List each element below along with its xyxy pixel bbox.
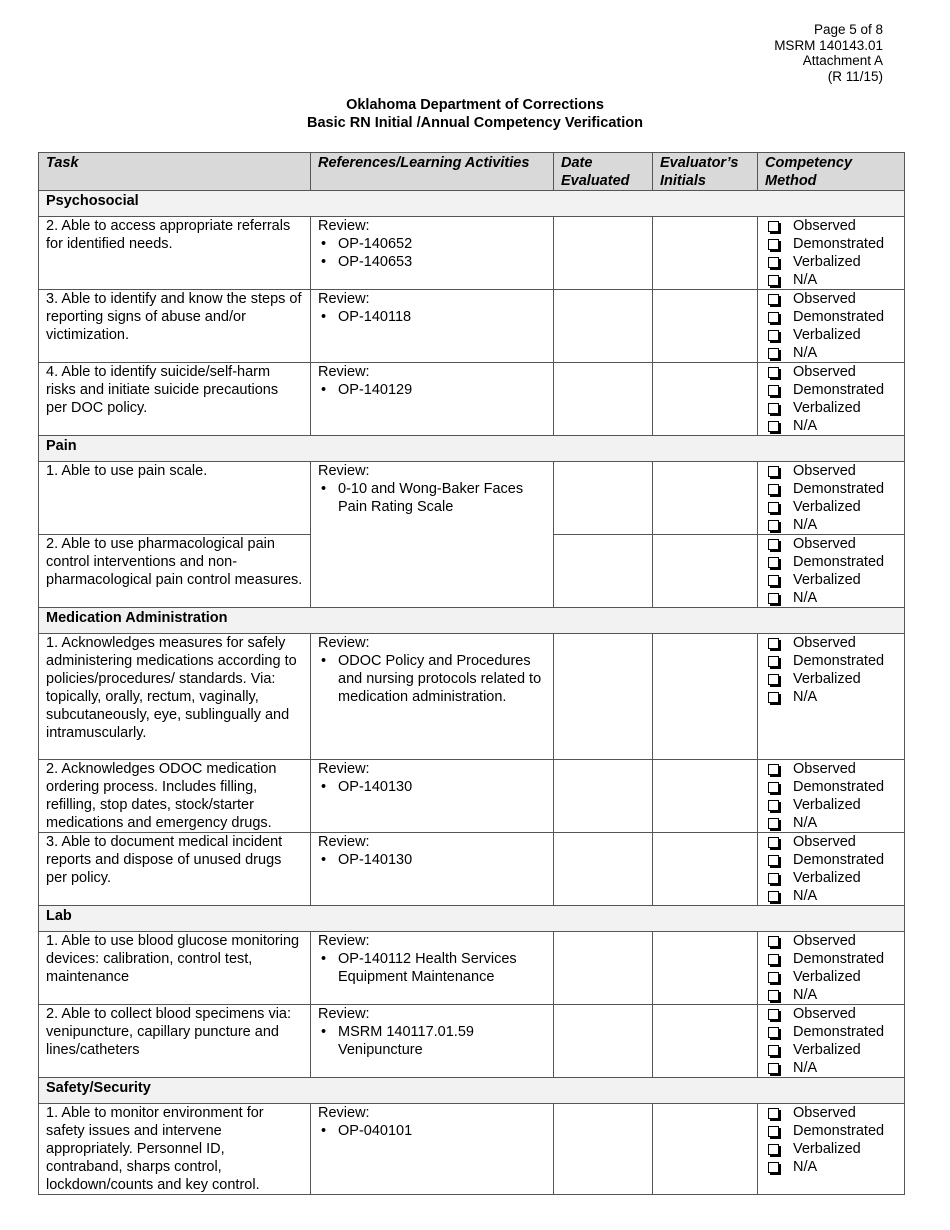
section-title: Lab [39, 906, 905, 932]
col-method [758, 153, 905, 191]
task-cell: 3. Able to identify and know the steps of reporting signs of abuse and/or victimization. [39, 290, 311, 363]
method-label: Verbalized [793, 572, 861, 588]
method-label: Verbalized [793, 327, 861, 343]
checkbox-icon[interactable] [768, 1126, 779, 1137]
method-options [765, 833, 897, 905]
checkbox-icon[interactable] [768, 466, 779, 477]
checkbox-icon[interactable] [768, 692, 779, 703]
method-option[interactable] [765, 326, 897, 344]
references-cell [311, 833, 554, 906]
method-label: Demonstrated [793, 852, 885, 868]
method-label: N/A [793, 345, 818, 361]
method-option[interactable] [765, 308, 897, 326]
col-method-line2: Method [765, 173, 817, 189]
method-option[interactable] [765, 986, 897, 1004]
checkbox-icon[interactable] [768, 891, 779, 902]
method-label: Observed [793, 834, 856, 850]
method-option[interactable] [765, 253, 897, 271]
method-label: Observed [793, 364, 856, 380]
checkbox-icon[interactable] [768, 954, 779, 965]
checkbox-icon[interactable] [768, 873, 779, 884]
method-option[interactable] [765, 688, 897, 706]
competency-method-cell [758, 1005, 905, 1078]
reference-item: • MSRM 140117.01.59 Venipuncture [318, 1023, 546, 1059]
method-option[interactable] [765, 1140, 897, 1158]
checkbox-icon[interactable] [768, 502, 779, 513]
method-label: N/A [793, 815, 818, 831]
evaluator-initials-cell[interactable] [653, 290, 758, 363]
title-form: Basic RN Initial /Annual Competency Verification [307, 115, 643, 131]
table-row [39, 833, 905, 906]
date-evaluated-cell[interactable] [554, 290, 653, 363]
method-label: N/A [793, 418, 818, 434]
date-evaluated-cell[interactable] [554, 535, 653, 608]
method-label: Verbalized [793, 499, 861, 515]
method-label: Demonstrated [793, 481, 885, 497]
evaluator-initials-cell[interactable] [653, 760, 758, 833]
checkbox-icon[interactable] [768, 367, 779, 378]
col-date [554, 153, 653, 191]
method-option[interactable] [765, 480, 897, 498]
method-option[interactable] [765, 652, 897, 670]
references-cell [311, 1104, 554, 1195]
method-option[interactable] [765, 1041, 897, 1059]
competency-method-cell [758, 833, 905, 906]
competency-method-cell [758, 932, 905, 1005]
table-header-row [39, 153, 905, 191]
reference-list [318, 778, 546, 796]
task-cell: 3. Able to document medical incident reports and dispose of unused drugs per policy. [39, 833, 311, 906]
reference-list [318, 235, 546, 271]
checkbox-icon[interactable] [768, 936, 779, 947]
references-cell [311, 760, 554, 833]
method-option[interactable] [765, 498, 897, 516]
evaluator-initials-cell[interactable] [653, 932, 758, 1005]
method-label: Observed [793, 536, 856, 552]
checkbox-icon[interactable] [768, 421, 779, 432]
checkbox-icon[interactable] [768, 990, 779, 1001]
method-option[interactable] [765, 217, 897, 235]
competency-method-cell [758, 217, 905, 290]
reference-item: • OP-140129 [318, 381, 546, 399]
table-row [39, 217, 905, 290]
evaluator-initials-cell[interactable] [653, 833, 758, 906]
method-option[interactable] [765, 535, 897, 553]
reference-item: • 0-10 and Wong-Baker Faces Pain Rating Scale [318, 480, 546, 516]
task-cell: 2. Able to collect blood specimens via: venipuncture, capillary puncture and lines/catheters [39, 1005, 311, 1078]
method-label: Verbalized [793, 969, 861, 985]
method-label: Observed [793, 218, 856, 234]
section-row-safety [39, 1078, 905, 1104]
method-option[interactable] [765, 381, 897, 399]
date-evaluated-cell[interactable] [554, 760, 653, 833]
method-label: Observed [793, 291, 856, 307]
reference-item: • OP-040101 [318, 1122, 546, 1140]
references-cell [311, 217, 554, 290]
competency-method-cell [758, 290, 905, 363]
method-options [765, 634, 897, 706]
method-option[interactable] [765, 851, 897, 869]
date-evaluated-cell[interactable] [554, 932, 653, 1005]
date-evaluated-cell[interactable] [554, 217, 653, 290]
task-cell: 1. Acknowledges measures for safely administering medications according to policies/procedures/ standards. Via: topically, orally, rectum, vaginally, subcutaneously, eye, sublingually and intramuscularly. [39, 634, 311, 760]
method-option[interactable] [765, 462, 897, 480]
task-cell: 2. Able to use pharmacological pain control interventions and non-pharmacological pain control measures. [39, 535, 311, 608]
method-option[interactable] [765, 1158, 897, 1176]
method-label: Demonstrated [793, 554, 885, 570]
method-option[interactable] [765, 796, 897, 814]
evaluator-initials-cell[interactable] [653, 1104, 758, 1195]
evaluator-initials-cell[interactable] [653, 217, 758, 290]
method-label: N/A [793, 888, 818, 904]
section-title: Psychosocial [39, 191, 905, 217]
task-cell: 2. Able to access appropriate referrals for identified needs. [39, 217, 311, 290]
reference-item: • OP-140130 [318, 778, 546, 796]
method-options [765, 760, 897, 832]
checkbox-icon[interactable] [768, 800, 779, 811]
checkbox-icon[interactable] [768, 1144, 779, 1155]
method-option[interactable] [765, 1104, 897, 1122]
date-evaluated-cell[interactable] [554, 462, 653, 535]
method-option[interactable] [765, 833, 897, 851]
checkbox-icon[interactable] [768, 1027, 779, 1038]
method-option[interactable] [765, 344, 897, 362]
references-cell [311, 363, 554, 436]
table-row [39, 760, 905, 833]
document-id: MSRM 140143.01 [774, 37, 883, 53]
evaluator-initials-cell[interactable] [653, 462, 758, 535]
section-row-lab [39, 906, 905, 932]
reference-list [318, 851, 546, 869]
competency-method-cell [758, 1104, 905, 1195]
method-option[interactable] [765, 417, 897, 435]
page-number: Page 5 of 8 [813, 22, 883, 37]
section-row-psychosocial [39, 191, 905, 217]
reference-item: • OP-140118 [318, 308, 546, 326]
review-label: Review: [318, 1105, 370, 1121]
col-date-line2: Evaluated [561, 173, 630, 189]
method-option[interactable] [765, 887, 897, 905]
method-label: Observed [793, 463, 856, 479]
method-option[interactable] [765, 634, 897, 652]
method-option[interactable] [765, 235, 897, 253]
col-references: References/Learning Activities [311, 153, 554, 191]
references-cell [311, 634, 554, 760]
checkbox-icon[interactable] [768, 1162, 779, 1173]
col-initials [653, 153, 758, 191]
revision-date: (R 11/15) [827, 68, 883, 84]
method-label: Observed [793, 933, 856, 949]
method-label: Verbalized [793, 671, 861, 687]
method-option[interactable] [765, 1122, 897, 1140]
section-title: Safety/Security [39, 1078, 905, 1104]
table-row [39, 1005, 905, 1078]
method-label: Observed [793, 1105, 856, 1121]
title-agency: Oklahoma Department of Corrections [346, 97, 604, 113]
date-evaluated-cell[interactable] [554, 833, 653, 906]
reference-list [318, 1122, 546, 1140]
checkbox-icon[interactable] [768, 818, 779, 829]
checkbox-icon[interactable] [768, 575, 779, 586]
reference-item: • ODOC Policy and Procedures and nursing protocols related to medication administration. [318, 652, 546, 706]
checkbox-icon[interactable] [768, 294, 779, 305]
checkbox-icon[interactable] [768, 638, 779, 649]
section-title: Medication Administration [39, 608, 905, 634]
method-label: N/A [793, 517, 818, 533]
table-row [39, 634, 905, 760]
checkbox-icon[interactable] [768, 855, 779, 866]
method-label: Verbalized [793, 797, 861, 813]
method-options [765, 932, 897, 1004]
method-option[interactable] [765, 553, 897, 571]
table-row [39, 932, 905, 1005]
checkbox-icon[interactable] [768, 837, 779, 848]
review-label: Review: [318, 635, 370, 651]
col-date-line1: Date [561, 155, 593, 171]
attachment-label: Attachment A [802, 53, 883, 68]
method-option[interactable] [765, 670, 897, 688]
method-label: Demonstrated [793, 1024, 885, 1040]
method-label: Verbalized [793, 870, 861, 886]
method-options [765, 1104, 897, 1176]
method-option[interactable] [765, 1005, 897, 1023]
method-label: Demonstrated [793, 236, 885, 252]
method-options [765, 290, 897, 362]
date-evaluated-cell[interactable] [554, 634, 653, 760]
method-option[interactable] [765, 950, 897, 968]
checkbox-icon[interactable] [768, 348, 779, 359]
col-method-line1: Competency [765, 155, 853, 171]
method-options [765, 217, 897, 289]
evaluator-initials-cell[interactable] [653, 634, 758, 760]
reference-item: • OP-140653 [318, 253, 546, 271]
references-cell [311, 290, 554, 363]
reference-item: • OP-140112 Health Services Equipment Maintenance [318, 950, 546, 986]
competency-method-cell [758, 634, 905, 760]
checkbox-icon[interactable] [768, 764, 779, 775]
method-label: Demonstrated [793, 382, 885, 398]
references-cell [311, 1005, 554, 1078]
method-label: Verbalized [793, 400, 861, 416]
method-label: Demonstrated [793, 779, 885, 795]
review-label: Review: [318, 218, 370, 234]
reference-list [318, 652, 546, 706]
method-label: N/A [793, 272, 818, 288]
method-option[interactable] [765, 932, 897, 950]
method-option[interactable] [765, 1023, 897, 1041]
method-option[interactable] [765, 589, 897, 607]
method-option[interactable] [765, 760, 897, 778]
table-row [39, 1104, 905, 1195]
section-row-pain [39, 436, 905, 462]
col-initials-line1: Evaluator’s [660, 155, 739, 171]
checkbox-icon[interactable] [768, 593, 779, 604]
method-option[interactable] [765, 363, 897, 381]
review-label: Review: [318, 1006, 370, 1022]
method-options [765, 535, 897, 607]
method-option[interactable] [765, 778, 897, 796]
competency-method-cell [758, 462, 905, 535]
checkbox-icon[interactable] [768, 239, 779, 250]
method-label: Observed [793, 761, 856, 777]
section-title: Pain [39, 436, 905, 462]
checkbox-icon[interactable] [768, 674, 779, 685]
checkbox-icon[interactable] [768, 385, 779, 396]
checkbox-icon[interactable] [768, 484, 779, 495]
method-label: Observed [793, 635, 856, 651]
document-title [0, 96, 950, 132]
method-label: Verbalized [793, 1141, 861, 1157]
method-option[interactable] [765, 399, 897, 417]
checkbox-icon[interactable] [768, 221, 779, 232]
method-label: N/A [793, 1159, 818, 1175]
method-option[interactable] [765, 968, 897, 986]
task-cell: 1. Able to use blood glucose monitoring devices: calibration, control test, maintenance [39, 932, 311, 1005]
method-options [765, 462, 897, 534]
method-option[interactable] [765, 571, 897, 589]
checkbox-icon[interactable] [768, 539, 779, 550]
review-label: Review: [318, 364, 370, 380]
method-option[interactable] [765, 869, 897, 887]
checkbox-icon[interactable] [768, 520, 779, 531]
method-label: Verbalized [793, 254, 861, 270]
section-row-medication [39, 608, 905, 634]
col-task: Task [39, 153, 311, 191]
table-row [39, 462, 905, 535]
reference-list [318, 308, 546, 326]
method-label: N/A [793, 590, 818, 606]
checkbox-icon[interactable] [768, 782, 779, 793]
method-label: Demonstrated [793, 951, 885, 967]
method-option[interactable] [765, 516, 897, 534]
checkbox-icon[interactable] [768, 557, 779, 568]
checkbox-icon[interactable] [768, 1009, 779, 1020]
method-label: N/A [793, 987, 818, 1003]
method-label: N/A [793, 1060, 818, 1076]
review-label: Review: [318, 291, 370, 307]
review-label: Review: [318, 463, 370, 479]
method-option[interactable] [765, 290, 897, 308]
evaluator-initials-cell[interactable] [653, 363, 758, 436]
competency-table [38, 152, 905, 1195]
review-label: Review: [318, 761, 370, 777]
reference-list [318, 1023, 546, 1059]
checkbox-icon[interactable] [768, 972, 779, 983]
checkbox-icon[interactable] [768, 1063, 779, 1074]
checkbox-icon[interactable] [768, 403, 779, 414]
review-label: Review: [318, 834, 370, 850]
references-cell [311, 462, 554, 608]
method-label: Verbalized [793, 1042, 861, 1058]
checkbox-icon[interactable] [768, 656, 779, 667]
method-options [765, 1005, 897, 1077]
references-cell [311, 932, 554, 1005]
review-label: Review: [318, 933, 370, 949]
method-option[interactable] [765, 814, 897, 832]
checkbox-icon[interactable] [768, 312, 779, 323]
competency-method-cell [758, 535, 905, 608]
evaluator-initials-cell[interactable] [653, 535, 758, 608]
checkbox-icon[interactable] [768, 330, 779, 341]
competency-method-cell [758, 760, 905, 833]
task-cell: 4. Able to identify suicide/self-harm risks and initiate suicide precautions per DOC policy. [39, 363, 311, 436]
col-initials-line2: Initials [660, 173, 706, 189]
task-cell: 1. Able to monitor environment for safety issues and intervene appropriately. Personnel ID, contraband, sharps control, lockdown/counts and key control. [39, 1104, 311, 1195]
date-evaluated-cell[interactable] [554, 1005, 653, 1078]
reference-list [318, 381, 546, 399]
reference-item: • OP-140130 [318, 851, 546, 869]
method-label: N/A [793, 689, 818, 705]
method-option[interactable] [765, 1059, 897, 1077]
task-cell: 1. Able to use pain scale. [39, 462, 311, 535]
checkbox-icon[interactable] [768, 275, 779, 286]
evaluator-initials-cell[interactable] [653, 1005, 758, 1078]
table-row [39, 363, 905, 436]
checkbox-icon[interactable] [768, 1108, 779, 1119]
task-cell: 2. Acknowledges ODOC medication ordering process. Includes filling, refilling, stop dates, stock/starter medications and emergency drugs. [39, 760, 311, 833]
date-evaluated-cell[interactable] [554, 363, 653, 436]
reference-list [318, 950, 546, 986]
page-header-info [774, 22, 883, 84]
checkbox-icon[interactable] [768, 257, 779, 268]
method-label: Observed [793, 1006, 856, 1022]
method-label: Demonstrated [793, 653, 885, 669]
method-options [765, 363, 897, 435]
method-label: Demonstrated [793, 1123, 885, 1139]
competency-method-cell [758, 363, 905, 436]
table-row [39, 290, 905, 363]
checkbox-icon[interactable] [768, 1045, 779, 1056]
method-option[interactable] [765, 271, 897, 289]
reference-list [318, 480, 546, 516]
date-evaluated-cell[interactable] [554, 1104, 653, 1195]
method-label: Demonstrated [793, 309, 885, 325]
reference-item: • OP-140652 [318, 235, 546, 253]
